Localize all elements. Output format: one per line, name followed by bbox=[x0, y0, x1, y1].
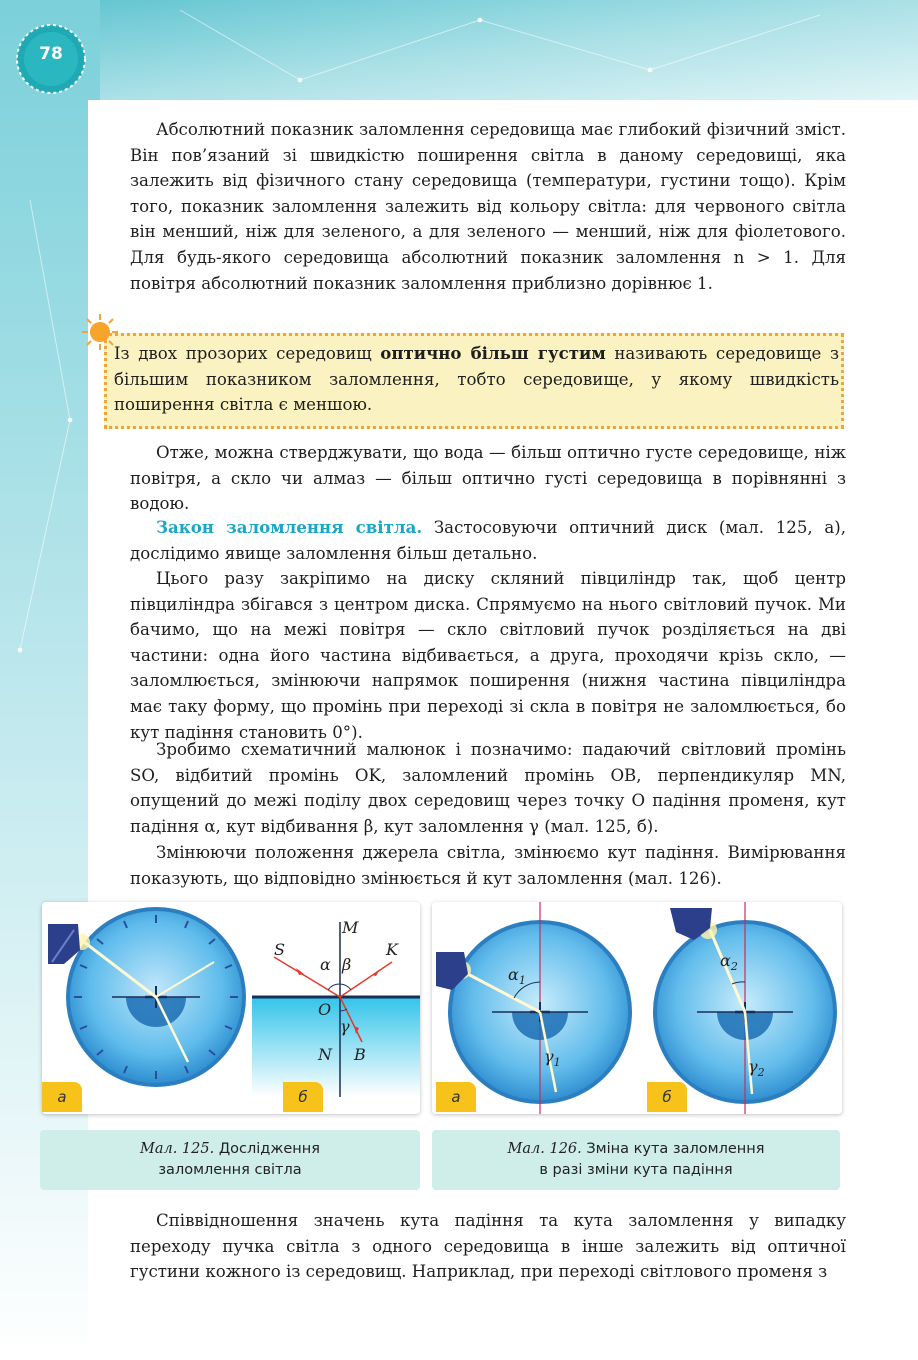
sun-icon bbox=[80, 312, 120, 352]
figure-125-caption-line1: Дослідження bbox=[214, 1141, 320, 1157]
figure-125-tag-a: а bbox=[42, 1082, 82, 1112]
figure-126-caption-line1: Зміна кута заломлення bbox=[581, 1141, 765, 1157]
paragraph-law-intro bbox=[130, 515, 846, 566]
label-M: M bbox=[342, 918, 359, 937]
figure-125-caption-number: Мал. 125. bbox=[139, 1141, 215, 1157]
label-K: K bbox=[386, 940, 398, 959]
paragraph-ratio: Співвідношення значень кута падіння та кута заломлення у випадку переходу пучка світла з одного середовища в інше залежить від оптичної густини кожного із середовищ. Наприклад, при переході світлового променя з bbox=[130, 1211, 846, 1282]
label-gamma: γ bbox=[340, 1017, 350, 1036]
paragraph-optical-density: Отже, можна стверджувати, що вода — більш оптично густе середовище, ніж повітря, а скло чи алмаз — більш оптично густі середовища в порівнянні з водою. bbox=[130, 443, 846, 514]
label-alpha1: $\alpha_1$ bbox=[508, 965, 526, 987]
paragraph-experiment: Цього разу закріпимо на диску скляний півциліндр так, щоб центр півциліндра збігався з центром диска. Спрямуємо на нього світловий пучок. Ми бачимо, що на межі повітря — скло світловий пучок розділяється на дві частини: одна його частина відбивається, а друга, проходячи крізь скло, — заломлюється, змінюючи напрямок поширення (нижня частина півциліндра має таку форму, що промінь при переході зі скла в повітря не заломлюється, бо кут падіння становить 0°). bbox=[130, 569, 846, 742]
figure-126-caption-line2: в разі зміни кута падіння bbox=[539, 1162, 733, 1178]
definition-text bbox=[114, 341, 839, 418]
figure-125-diagrams bbox=[42, 902, 420, 1114]
figure-126-tag-b: б bbox=[647, 1082, 687, 1112]
figure-125-caption bbox=[40, 1130, 420, 1190]
label-S: S bbox=[274, 940, 285, 959]
label-beta: β bbox=[342, 955, 352, 974]
figure-126-caption-number: Мал. 126. bbox=[507, 1141, 582, 1157]
paragraph-angle-change: Змінюючи положення джерела світла, змінюємо кут падіння. Вимірювання показують, що відповідно змінюється й кут заломлення (мал. 126). bbox=[130, 843, 846, 888]
definition-text-start: Із двох прозорих середовищ bbox=[114, 344, 381, 363]
figure-125-caption-line2: заломлення світла bbox=[158, 1162, 302, 1178]
figure-126-tag-a: а bbox=[436, 1082, 476, 1112]
paragraph-refractive-index: Абсолютний показник заломлення середовища має глибокий фізичний зміст. Він пов’язаний зі швидкістю поширення світла в даному середовищі, яка залежить від фізичного стану середовища (температури, густини тощо). Крім того, показник заломлення залежить від кольору світла: для червоного світла він менший, ніж для зеленого, а для зеленого — менший, ніж для фіолетового. Для будь-якого середовища абсолютний показник заломлення n > 1. Для повітря абсолютний показник заломлення приблизно дорівнює 1. bbox=[130, 120, 846, 293]
figure-126-caption bbox=[432, 1130, 840, 1190]
label-gamma1: $\gamma_1$ bbox=[544, 1047, 561, 1069]
label-alpha: α bbox=[320, 955, 331, 974]
definition-term: оптично більш густим bbox=[380, 343, 606, 363]
section-heading-refraction-law: Закон заломлення світла. bbox=[156, 517, 423, 537]
refraction-schematic-b bbox=[252, 918, 420, 1097]
label-B: B bbox=[354, 1045, 366, 1064]
optical-disk-a bbox=[48, 907, 246, 1087]
label-N: N bbox=[318, 1045, 332, 1064]
label-alpha2: $\alpha_2$ bbox=[720, 951, 738, 973]
figure-126-diagrams bbox=[432, 902, 842, 1114]
label-gamma2: $\gamma_2$ bbox=[748, 1057, 765, 1079]
label-O: O bbox=[318, 1000, 332, 1019]
page-number: 78 bbox=[39, 44, 63, 64]
paragraph-schematic: Зробимо схематичний малюнок і позначимо: падаючий світловий промінь SO, відбитий промінь OK, заломлений промінь OB, перпендикуляр MN, опущений до межі поділу двох середовищ через точку O падіння променя, кут падіння α, кут відбивання β, кут заломлення γ (мал. 125, б). bbox=[130, 740, 846, 836]
definition-text-end: називають середовище з більшим показником заломлення, тобто середовище, у якому швидкість поширення світла є меншою. bbox=[114, 344, 839, 415]
paragraph-law-intro-text: Застосовуючи оптичний диск (мал. 125, а), дослідимо явище заломлення більш детально. bbox=[130, 518, 846, 563]
figure-125-tag-b: б bbox=[283, 1082, 323, 1112]
